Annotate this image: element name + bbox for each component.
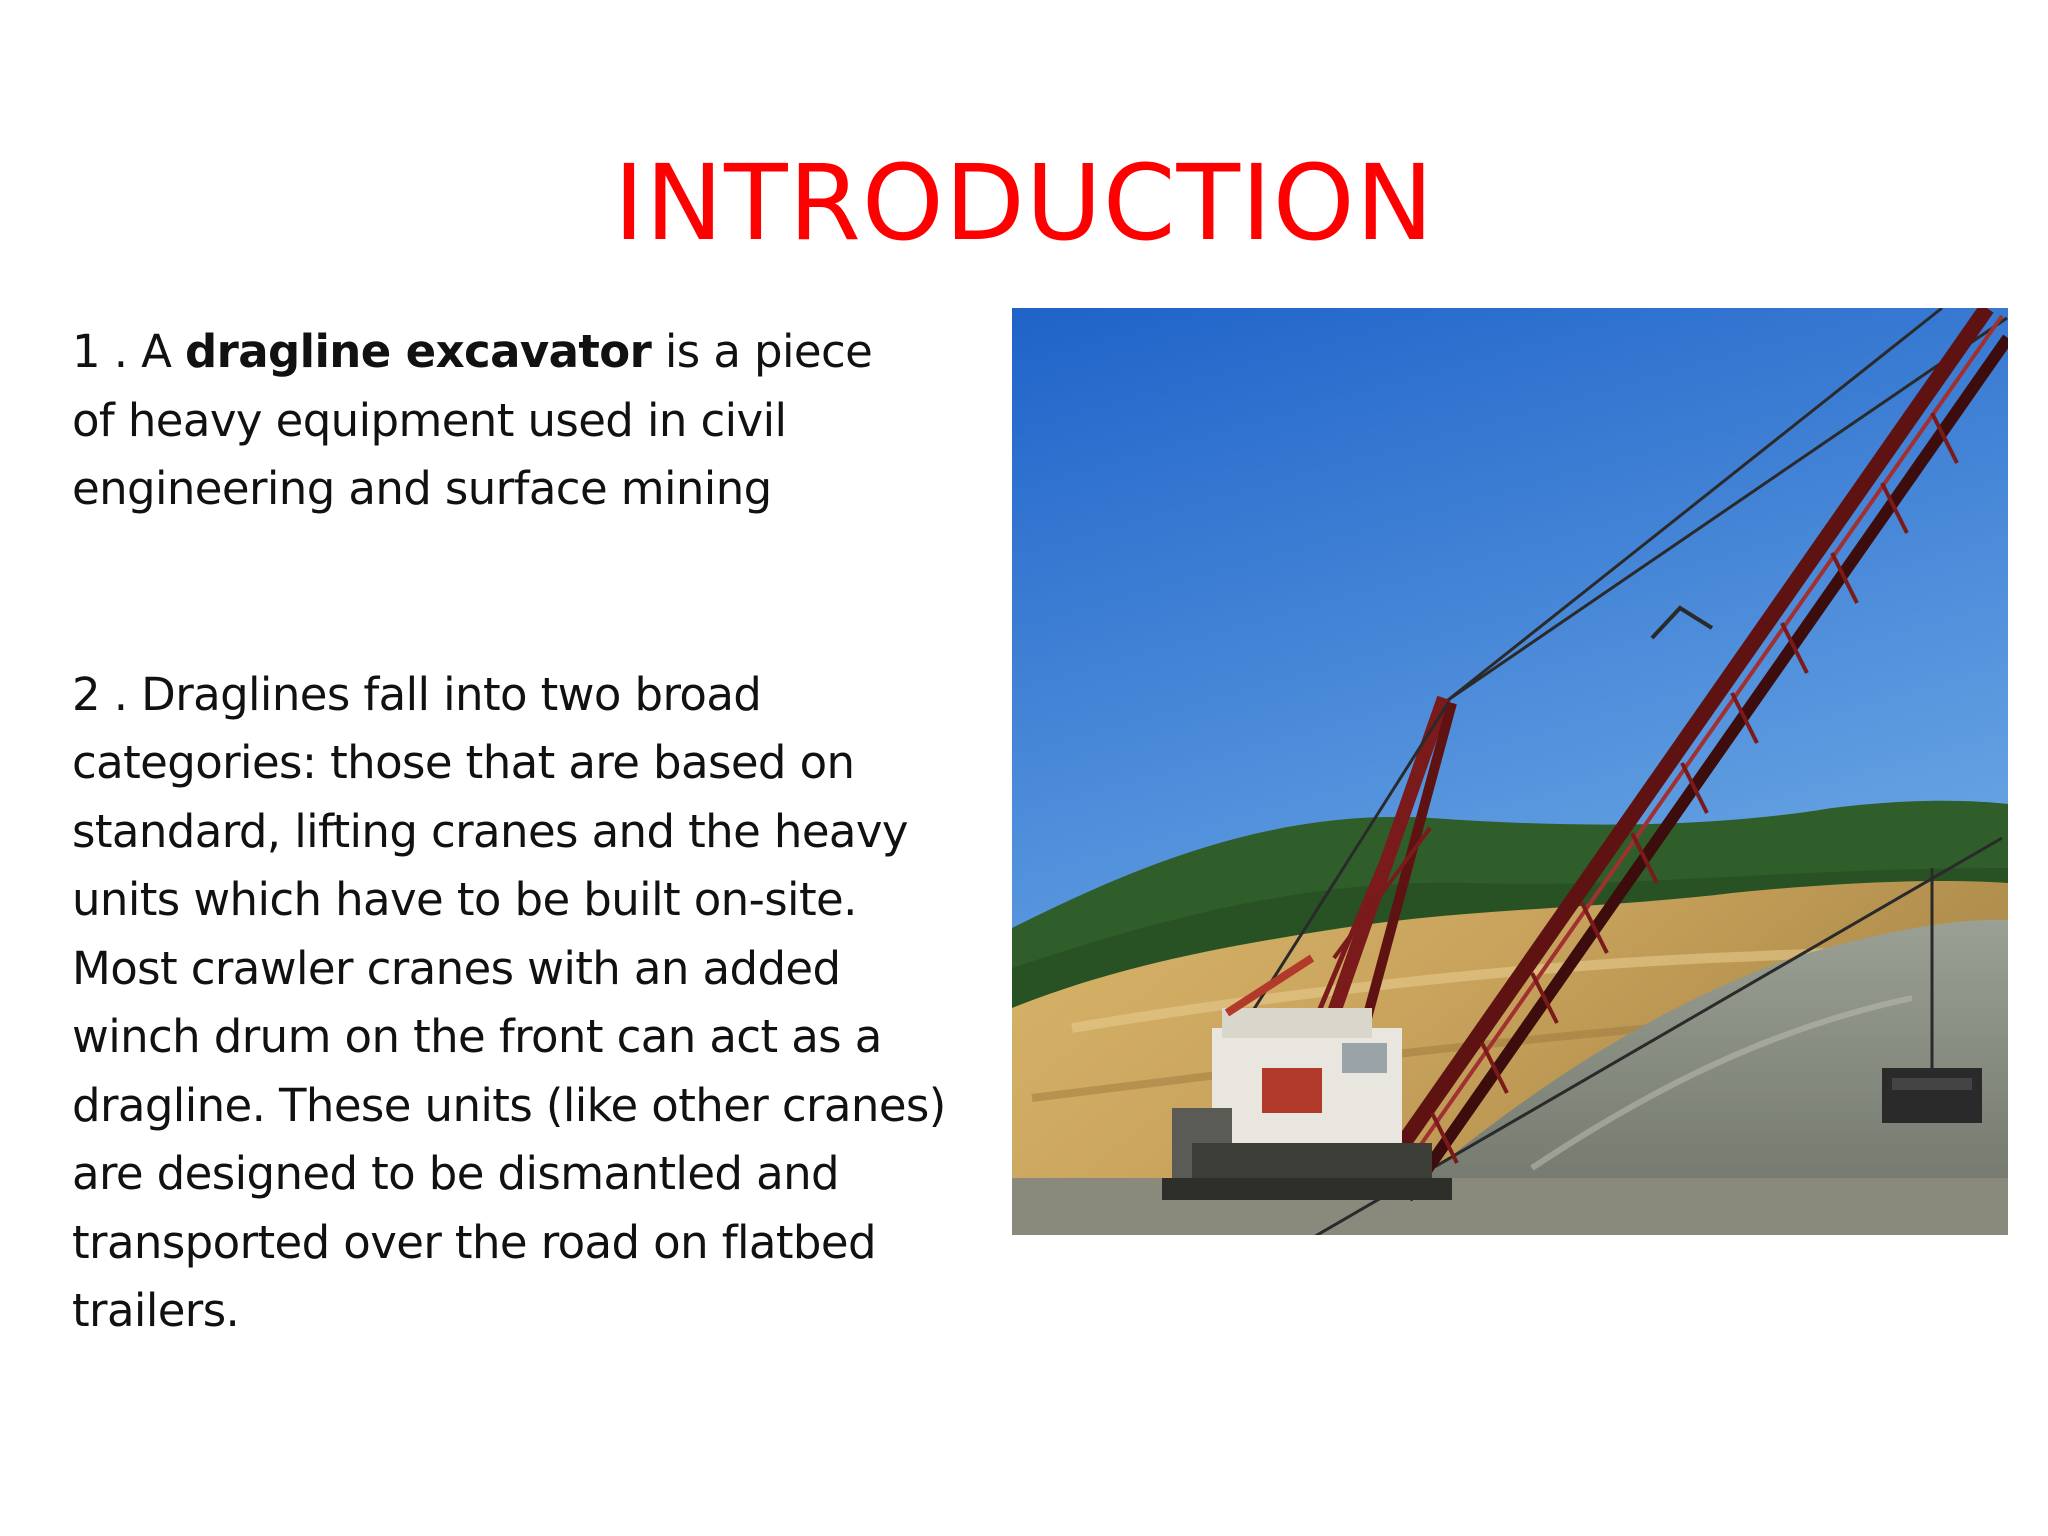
slide-body: [72, 318, 1012, 1346]
point-1: [72, 318, 1012, 524]
point-2-line: are designed to be dismantled and: [72, 1147, 839, 1200]
point-2-line: categories: those that are based on: [72, 736, 855, 789]
point-2-line: winch drum on the front can act as a: [72, 1010, 882, 1063]
point-2-line: transported over the road on flatbed: [72, 1215, 876, 1269]
dragline-photo: [1012, 308, 2008, 1235]
ground: [1012, 1178, 2008, 1235]
point-2: [72, 661, 1012, 1346]
point-2-line: standard, lifting cranes and the heavy: [72, 804, 908, 858]
point-1-line-3: engineering and surface mining: [72, 462, 772, 515]
point-1-prefix: 1 . A: [72, 325, 186, 378]
slide-title: INTRODUCTION: [613, 142, 1435, 264]
point-1-suffix: is a piece: [651, 325, 873, 378]
point-1-line-1: [72, 318, 1012, 387]
point-2-line: 2 . Draglines fall into two broad: [72, 667, 762, 721]
point-2-line: Most crawler cranes with an added: [72, 941, 841, 995]
dragline-illustration: [1012, 308, 2008, 1235]
point-2-line: units which have to be built on-site.: [72, 873, 857, 926]
point-1-line-2: of heavy equipment used in civil: [72, 393, 787, 447]
point-2-line: trailers.: [72, 1284, 240, 1337]
point-2-line: dragline. These units (like other cranes): [72, 1078, 946, 1132]
term-dragline-excavator: dragline excavator: [185, 325, 652, 378]
